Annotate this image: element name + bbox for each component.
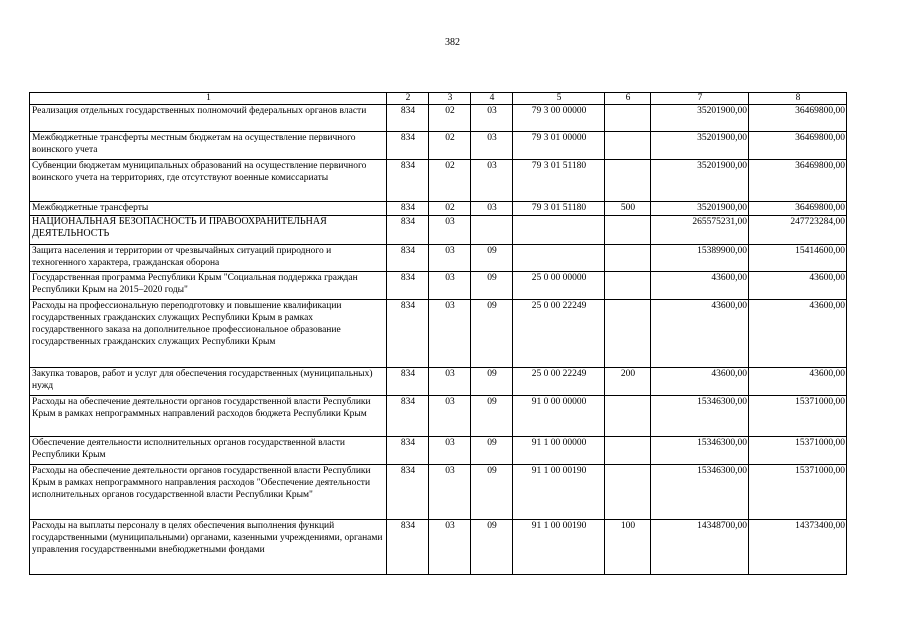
- expense-type-code: 100: [605, 520, 651, 575]
- amount-col7: 43600,00: [651, 300, 749, 368]
- table-row: [30, 437, 847, 465]
- admin-code: 834: [387, 300, 429, 368]
- column-header: 4: [471, 93, 513, 105]
- amount-col8: 15371000,00: [749, 465, 847, 520]
- target-article-code: 79 3 01 51180: [513, 202, 605, 216]
- section-code: 03: [429, 216, 471, 245]
- column-header: 8: [749, 93, 847, 105]
- section-code: 03: [429, 300, 471, 368]
- admin-code: 834: [387, 465, 429, 520]
- amount-col7: 43600,00: [651, 368, 749, 396]
- subsection-code: [471, 216, 513, 245]
- table-row: [30, 520, 847, 575]
- row-name: Межбюджетные трансферты: [30, 202, 387, 216]
- section-code: 03: [429, 272, 471, 300]
- subsection-code: 09: [471, 396, 513, 437]
- subsection-code: 03: [471, 105, 513, 132]
- admin-code: 834: [387, 368, 429, 396]
- expense-type-code: [605, 245, 651, 272]
- budget-table: [29, 92, 847, 575]
- admin-code: 834: [387, 202, 429, 216]
- subsection-code: 03: [471, 160, 513, 202]
- table-row: [30, 465, 847, 520]
- amount-col8: 14373400,00: [749, 520, 847, 575]
- table-row: [30, 105, 847, 132]
- row-name: Расходы на обеспечение деятельности органов государственной власти Республики Крым в рамках непрограммного направления расходов "Обеспечение деятельности исполнительных органов государственной власти Республики Крым": [30, 465, 387, 520]
- target-article-code: 79 3 00 00000: [513, 105, 605, 132]
- target-article-code: 91 1 00 00000: [513, 437, 605, 465]
- expense-type-code: [605, 437, 651, 465]
- table-row: [30, 396, 847, 437]
- expense-type-code: 500: [605, 202, 651, 216]
- subsection-code: 09: [471, 465, 513, 520]
- amount-col8: 36469800,00: [749, 160, 847, 202]
- amount-col7: 14348700,00: [651, 520, 749, 575]
- row-name: Межбюджетные трансферты местным бюджетам на осуществление первичного воинского учета: [30, 132, 387, 160]
- table-row: [30, 245, 847, 272]
- target-article-code: [513, 245, 605, 272]
- subsection-code: 09: [471, 272, 513, 300]
- section-code: 03: [429, 245, 471, 272]
- table-row: [30, 202, 847, 216]
- header-row: [30, 93, 847, 105]
- row-name: НАЦИОНАЛЬНАЯ БЕЗОПАСНОСТЬ И ПРАВООХРАНИТЕЛЬНАЯ ДЕЯТЕЛЬНОСТЬ: [30, 216, 387, 245]
- amount-col8: 15414600,00: [749, 245, 847, 272]
- section-code: 03: [429, 465, 471, 520]
- column-header: 6: [605, 93, 651, 105]
- table-row: [30, 368, 847, 396]
- expense-type-code: [605, 396, 651, 437]
- target-article-code: 25 0 00 00000: [513, 272, 605, 300]
- amount-col7: 15346300,00: [651, 437, 749, 465]
- amount-col8: 36469800,00: [749, 105, 847, 132]
- amount-col8: 43600,00: [749, 368, 847, 396]
- amount-col7: 35201900,00: [651, 105, 749, 132]
- row-name: Реализация отдельных государственных полномочий федеральных органов власти: [30, 105, 387, 132]
- target-article-code: 79 3 01 51180: [513, 160, 605, 202]
- column-header: 3: [429, 93, 471, 105]
- column-header: 5: [513, 93, 605, 105]
- section-code: 02: [429, 132, 471, 160]
- subsection-code: 09: [471, 300, 513, 368]
- table-row: [30, 272, 847, 300]
- expense-type-code: [605, 132, 651, 160]
- amount-col8: 15371000,00: [749, 396, 847, 437]
- section-code: 03: [429, 368, 471, 396]
- column-header: 2: [387, 93, 429, 105]
- section-code: 02: [429, 160, 471, 202]
- amount-col7: 15389900,00: [651, 245, 749, 272]
- amount-col7: 15346300,00: [651, 396, 749, 437]
- admin-code: 834: [387, 520, 429, 575]
- section-code: 02: [429, 202, 471, 216]
- table-row: [30, 216, 847, 245]
- row-name: Расходы на профессиональную переподготовку и повышение квалификации государственных гражданских служащих Республики Крым в рамках государственного заказа на дополнительное профессиональное образование государственных гражданских служащих Республики Крым: [30, 300, 387, 368]
- target-article-code: 91 1 00 00190: [513, 465, 605, 520]
- section-code: 03: [429, 437, 471, 465]
- expense-type-code: [605, 216, 651, 245]
- expense-type-code: 200: [605, 368, 651, 396]
- row-name: Закупка товаров, работ и услуг для обеспечения государственных (муниципальных) нужд: [30, 368, 387, 396]
- subsection-code: 09: [471, 245, 513, 272]
- expense-type-code: [605, 272, 651, 300]
- subsection-code: 09: [471, 520, 513, 575]
- subsection-code: 03: [471, 132, 513, 160]
- subsection-code: 03: [471, 202, 513, 216]
- row-name: Субвенции бюджетам муниципальных образований на осуществление первичного воинского учета на территориях, где отсутствуют военные комиссариаты: [30, 160, 387, 202]
- page-number: 382: [445, 37, 460, 48]
- subsection-code: 09: [471, 368, 513, 396]
- amount-col7: 35201900,00: [651, 132, 749, 160]
- table-row: [30, 300, 847, 368]
- admin-code: 834: [387, 160, 429, 202]
- row-name: Расходы на обеспечение деятельности органов государственной власти Республики Крым в рамках непрограммных направлений расходов бюджета Республики Крым: [30, 396, 387, 437]
- amount-col8: 36469800,00: [749, 132, 847, 160]
- target-article-code: 91 1 00 00190: [513, 520, 605, 575]
- amount-col8: 36469800,00: [749, 202, 847, 216]
- amount-col7: 35201900,00: [651, 202, 749, 216]
- row-name: Расходы на выплаты персоналу в целях обеспечения выполнения функций государственными (муниципальными) органами, казенными учреждениями, органами управления государственными внебюджетными фондами: [30, 520, 387, 575]
- section-code: 03: [429, 520, 471, 575]
- table-row: [30, 160, 847, 202]
- amount-col7: 265575231,00: [651, 216, 749, 245]
- row-name: Обеспечение деятельности исполнительных органов государственной власти Республики Крым: [30, 437, 387, 465]
- row-name: Защита населения и территории от чрезвычайных ситуаций природного и техногенного характера, гражданская оборона: [30, 245, 387, 272]
- section-code: 03: [429, 396, 471, 437]
- column-header: 1: [30, 93, 387, 105]
- expense-type-code: [605, 105, 651, 132]
- target-article-code: [513, 216, 605, 245]
- admin-code: 834: [387, 396, 429, 437]
- target-article-code: 25 0 00 22249: [513, 368, 605, 396]
- amount-col7: 35201900,00: [651, 160, 749, 202]
- expense-type-code: [605, 300, 651, 368]
- target-article-code: 91 0 00 00000: [513, 396, 605, 437]
- admin-code: 834: [387, 245, 429, 272]
- target-article-code: 25 0 00 22249: [513, 300, 605, 368]
- table-row: [30, 132, 847, 160]
- target-article-code: 79 3 01 00000: [513, 132, 605, 160]
- subsection-code: 09: [471, 437, 513, 465]
- expense-type-code: [605, 465, 651, 520]
- admin-code: 834: [387, 272, 429, 300]
- row-name: Государственная программа Республики Крым "Социальная поддержка граждан Республики Крым на 2015–2020 годы": [30, 272, 387, 300]
- expense-type-code: [605, 160, 651, 202]
- amount-col7: 43600,00: [651, 272, 749, 300]
- amount-col8: 43600,00: [749, 272, 847, 300]
- column-header: 7: [651, 93, 749, 105]
- admin-code: 834: [387, 105, 429, 132]
- amount-col8: 15371000,00: [749, 437, 847, 465]
- amount-col8: 247723284,00: [749, 216, 847, 245]
- admin-code: 834: [387, 437, 429, 465]
- admin-code: 834: [387, 216, 429, 245]
- admin-code: 834: [387, 132, 429, 160]
- amount-col7: 15346300,00: [651, 465, 749, 520]
- section-code: 02: [429, 105, 471, 132]
- amount-col8: 43600,00: [749, 300, 847, 368]
